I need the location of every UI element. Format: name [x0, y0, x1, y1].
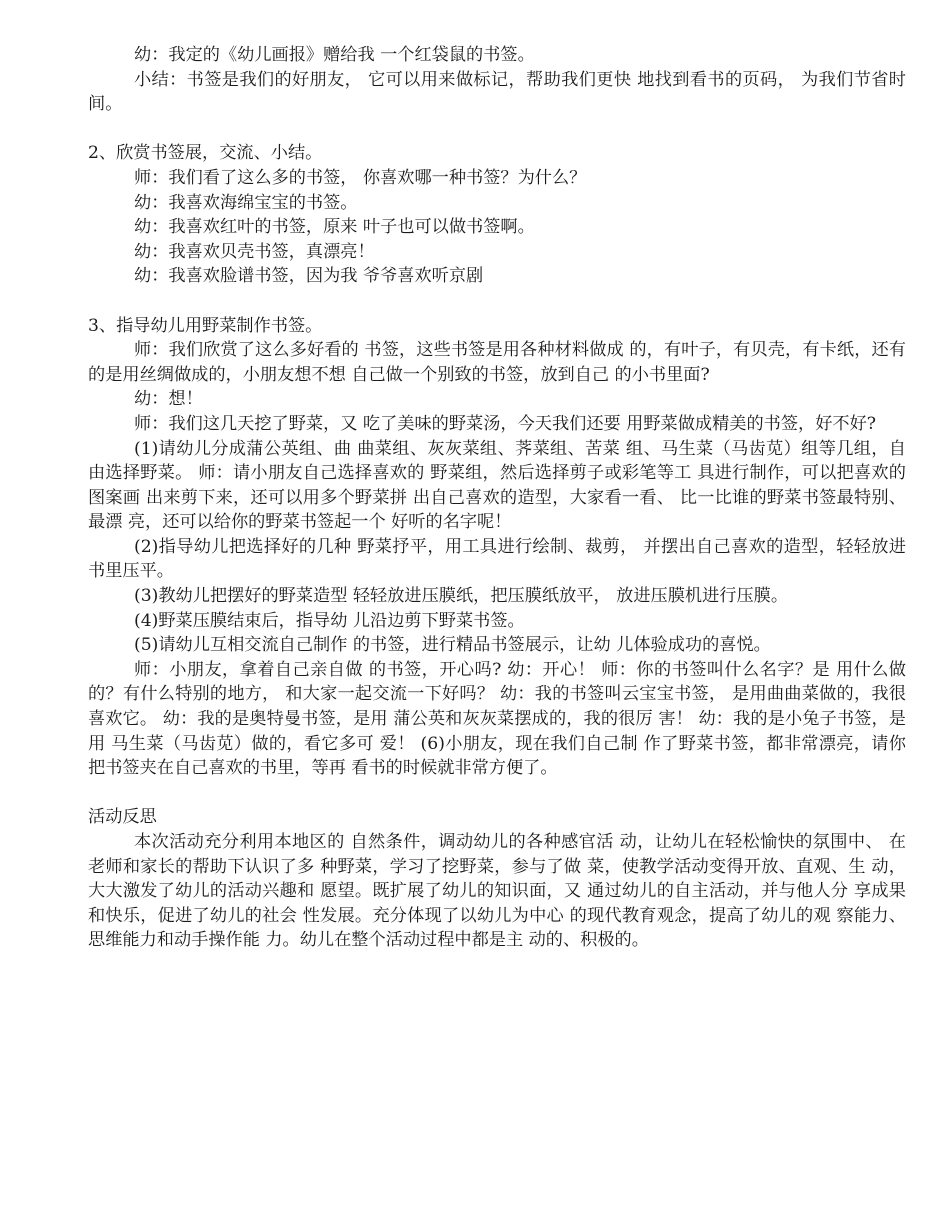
document-body	[88, 43, 906, 953]
section-heading: 活动反思	[88, 807, 157, 828]
paragraph: 幼：我喜欢贝壳书签，真漂亮！	[134, 241, 375, 262]
paragraph: 幼：我喜欢脸谱书签，因为我 爷爷喜欢听京剧	[134, 266, 484, 287]
paragraph: (2)指导幼儿把选择好的几种 野菜抒平，用工具进行绘制、裁剪， 并摆出自己喜欢的造型，轻轻放进 书里压平。	[88, 536, 906, 582]
section-heading: 3、指导幼儿用野菜制作书签。	[88, 315, 323, 336]
paragraph: 师：我们这几天挖了野菜，又 吃了美味的野菜汤，今天我们还要 用野菜做成精美的书签，好不好?	[134, 413, 877, 434]
paragraph: 师：小朋友，拿着自己亲自做 的书签，开心吗? 幼：开心！ 师：你的书签叫什么名字？是 用什么做的？有什么特别的地方， 和大家一起交流一下好吗？ 幼：我的书签叫云宝宝书签， 是用曲曲菜做的，我很喜欢它。 幼：我的是奥特曼书签，是用 蒲公英和灰灰菜摆成的，我的很厉 害！ 幼：我的是小兔子书签，是用 马生菜（马齿苋）做的，看它多可 爱！ (6)小朋友，现在我们自己制 作了野菜书签，都非常漂亮，请你 把书签夹在自己喜欢的书里，等再 看书的时候就非常方便了。	[88, 659, 906, 779]
paragraph: 幼：想！	[134, 389, 203, 410]
paragraph: (5)请幼儿互相交流自己制作 的书签，进行精品书签展示，让幼 儿体验成功的喜悦。	[134, 635, 771, 656]
paragraph: 幼：我定的《幼儿画报》赠给我 一个红袋鼠的书签。	[134, 45, 535, 65]
paragraph: (4)野菜压膜结束后，指导幼 儿沿边剪下野菜书签。	[134, 610, 525, 631]
paragraph: 幼：我喜欢海绵宝宝的书签。	[134, 192, 358, 213]
paragraph: 本次活动充分利用本地区的 自然条件，调动幼儿的各种感官活 动，让幼儿在轻松愉快的氛围中、 在老师和家长的帮助下认识了多 种野菜，学习了挖野菜，参与了做 菜，使教学活动变得开放、直观、生 动，大大激发了幼儿的活动兴趣和 愿望。既扩展了幼儿的知识面，又 通过幼儿的自主活动，并与他人分 享成果和快乐，促进了幼儿的社会 性发展。充分体现了以幼儿为中心 的现代教育观念，提高了幼儿的观 察能力、思维能力和动手操作能 力。幼儿在整个活动过程中都是主 动的、积极的。	[88, 832, 906, 951]
paragraph-spacer	[88, 289, 906, 314]
section-heading: 2、欣赏书签展，交流、小结。	[88, 143, 323, 164]
paragraph: (1)请幼儿分成蒲公英组、曲 曲菜组、灰灰菜组、荠菜组、苦菜 组、马生菜（马齿苋）组等几组，自 由选择野菜。 师：请小朋友自己选择喜欢的 野菜组，然后选择剪子或彩笔等工 具进行制作，可以把喜欢的图案画 出来剪下来，还可以用多个野菜拼 出自己喜欢的造型，大家看一看、 比一比谁的野菜书签最特别、最漂 亮，还可以给你的野菜书签起一个 好听的名字呢！	[88, 438, 906, 533]
paragraph: 师：我们看了这么多的书签， 你喜欢哪一种书签？为什么？	[134, 167, 587, 188]
paragraph-spacer	[88, 781, 906, 806]
paragraph-spacer	[88, 117, 906, 142]
paragraph: (3)教幼儿把摆好的野菜造型 轻轻放进压膜纸，把压膜纸放平， 放进压膜机进行压膜。	[134, 586, 789, 607]
paragraph: 师：我们欣赏了这么多好看的 书签，这些书签是用各种材料做成 的，有叶子，有贝壳，有卡纸，还有 的是用丝绸做成的，小朋友想不想 自己做一个别致的书签，放到自己 的小书里面?	[88, 340, 906, 385]
paragraph: 幼：我喜欢红叶的书签，原来 叶子也可以做书签啊。	[134, 217, 535, 238]
paragraph: 小结：书签是我们的好朋友， 它可以用来做标记，帮助我们更快 地找到看书的页码， 为我们节省时 间。	[88, 69, 906, 115]
